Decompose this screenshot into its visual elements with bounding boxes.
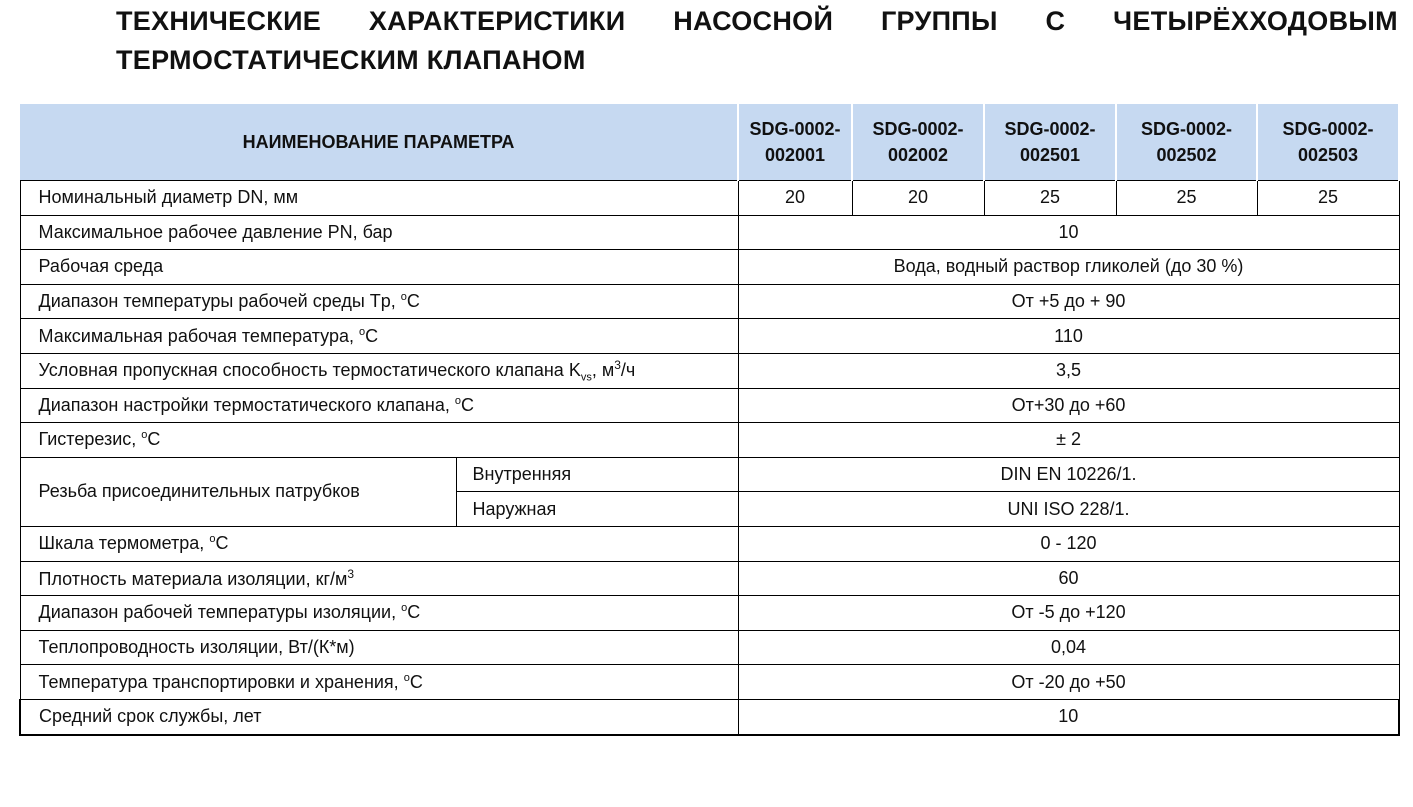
param-value: 10 [738, 699, 1399, 734]
degree-mark: o [400, 291, 407, 304]
name-text: /ч [620, 359, 636, 380]
table-row [20, 630, 1399, 665]
model-code-bottom: 002503 [1297, 145, 1359, 165]
sub-param-name: Внутренняя [456, 457, 738, 492]
param-name: Рабочая среда [20, 250, 738, 285]
param-name [20, 423, 738, 458]
page-title [116, 2, 1398, 80]
param-value: ± 2 [738, 423, 1399, 458]
param-name [20, 561, 738, 596]
param-value: 10 [738, 215, 1399, 250]
param-name [20, 526, 738, 561]
table-row [20, 250, 1399, 285]
param-value: 25 [1116, 181, 1257, 216]
name-text: Диапазон настройки термостатического клапана, [38, 394, 455, 415]
unit: C [365, 325, 379, 346]
title-line-2: ТЕРМОСТАТИЧЕСКИМ КЛАПАНОМ [116, 45, 586, 75]
param-name [20, 353, 738, 388]
param-value: 110 [738, 319, 1399, 354]
param-value: 3,5 [738, 353, 1399, 388]
unit: C [407, 602, 421, 623]
param-value: От +5 до + 90 [738, 284, 1399, 319]
name-text: Шкала термометра, [38, 533, 210, 554]
degree-mark: o [358, 325, 366, 338]
param-name [20, 596, 738, 631]
name-text: Плотность материала изоляции, кг/м [38, 568, 348, 589]
param-name [20, 319, 738, 354]
title-word: НАСОСНОЙ [673, 6, 834, 36]
param-name: Теплопроводность изоляции, Вт/(К*м) [20, 630, 738, 665]
model-code-top: SDG-0002- [1140, 119, 1233, 139]
param-name [20, 388, 738, 423]
superscript: 3 [614, 357, 621, 372]
model-code-top: SDG-0002- [749, 119, 841, 139]
unit: C [147, 429, 161, 450]
param-value: От+30 до +60 [738, 388, 1399, 423]
name-text: Диапазон рабочей температуры изоляции, [38, 602, 402, 623]
table-row [20, 423, 1399, 458]
sub-param-name: Наружная [456, 492, 738, 527]
param-name: Резьба присоединительных патрубков [20, 457, 456, 526]
header-model-4 [1116, 104, 1257, 181]
model-code-bottom: 002501 [1019, 145, 1081, 165]
degree-mark: o [141, 429, 148, 442]
table-row [20, 665, 1399, 700]
table-header-row [20, 104, 1399, 181]
degree-mark: o [401, 602, 408, 615]
table-row [20, 457, 1399, 492]
param-value: 20 [738, 181, 852, 216]
superscript: 3 [347, 566, 355, 581]
header-model-5 [1257, 104, 1399, 181]
table-row [20, 596, 1399, 631]
param-value: 20 [852, 181, 984, 216]
header-model-2 [852, 104, 984, 181]
degree-mark: o [454, 394, 462, 407]
param-name [20, 284, 738, 319]
header-model-1 [738, 104, 852, 181]
param-value: 25 [984, 181, 1116, 216]
spec-table [19, 104, 1400, 736]
param-value: 25 [1257, 181, 1399, 216]
param-name: Максимальное рабочее давление PN, бар [20, 215, 738, 250]
title-word: ХАРАКТЕРИСТИКИ [368, 6, 626, 36]
table-row [20, 215, 1399, 250]
model-code-top: SDG-0002- [1282, 119, 1374, 139]
param-value: От -5 до +120 [738, 596, 1399, 631]
param-name: Номинальный диаметр DN, мм [20, 181, 738, 216]
table-row [20, 699, 1399, 734]
unit: C [409, 671, 423, 692]
table-row [20, 388, 1399, 423]
table-row [20, 319, 1399, 354]
name-text: Условная пропускная способность термостатического клапана K [38, 359, 581, 380]
title-word: ГРУППЫ [880, 6, 998, 36]
subscript: vs [580, 371, 592, 384]
title-line-1 [116, 2, 1398, 41]
name-text: Максимальная рабочая температура, [38, 325, 359, 346]
title-word: С [1045, 6, 1066, 36]
param-name [20, 665, 738, 700]
param-value: 60 [738, 561, 1399, 596]
table-row [20, 526, 1399, 561]
name-text: , м [591, 359, 615, 380]
model-code-top: SDG-0002- [1004, 119, 1096, 139]
model-code-bottom: 002502 [1156, 145, 1217, 165]
name-text: Диапазон температуры рабочей среды Tр, [38, 291, 401, 312]
title-word: ТЕХНИЧЕСКИЕ [116, 6, 322, 36]
name-text: Гистерезис, [38, 429, 142, 450]
model-code-bottom: 002002 [887, 145, 949, 165]
table-row [20, 353, 1399, 388]
model-code-top: SDG-0002- [872, 119, 964, 139]
name-text: Температура транспортировки и хранения, [38, 671, 404, 692]
unit: C [406, 291, 420, 312]
param-value: UNI ISO 228/1. [738, 492, 1399, 527]
degree-mark: o [403, 671, 410, 684]
param-value: DIN EN 10226/1. [738, 457, 1399, 492]
param-name: Средний срок службы, лет [20, 699, 738, 734]
param-value: 0 - 120 [738, 526, 1399, 561]
table-row [20, 181, 1399, 216]
table-row [20, 561, 1399, 596]
table-row [20, 284, 1399, 319]
title-word: ЧЕТЫРЁХХОДОВЫМ [1113, 6, 1398, 36]
param-value: От -20 до +50 [738, 665, 1399, 700]
model-code-bottom: 002001 [764, 145, 826, 165]
unit: C [215, 533, 229, 554]
header-param-name: НАИМЕНОВАНИЕ ПАРАМЕТРА [20, 104, 738, 181]
header-model-3 [984, 104, 1116, 181]
param-value: Вода, водный раствор гликолей (до 30 %) [738, 250, 1399, 285]
degree-mark: o [209, 533, 216, 546]
param-value: 0,04 [738, 630, 1399, 665]
unit: C [461, 394, 475, 415]
